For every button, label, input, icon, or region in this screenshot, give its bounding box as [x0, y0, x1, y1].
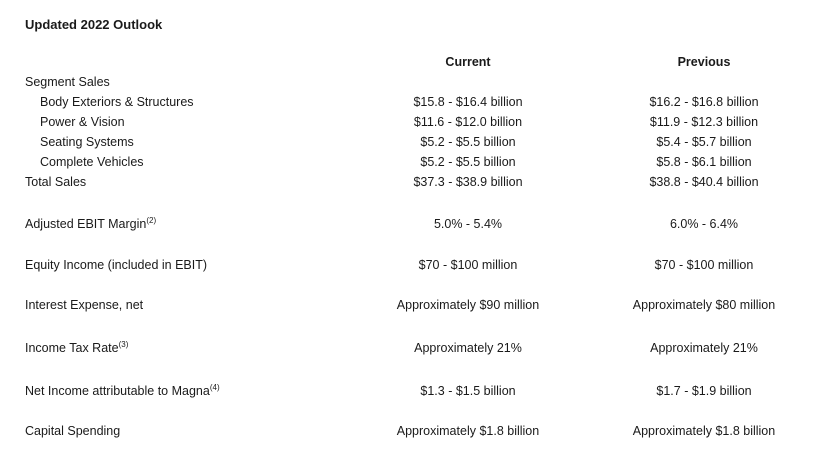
- previous-value: $70 - $100 million: [654, 258, 754, 272]
- table-row: [0, 382, 820, 400]
- table-row: [0, 256, 820, 274]
- total-sales-row: [0, 173, 820, 191]
- row-label: Total Sales: [25, 175, 87, 189]
- current-value: $1.3 - $1.5 billion: [420, 384, 516, 398]
- current-value: $70 - $100 million: [418, 258, 518, 272]
- table-row: [0, 296, 820, 314]
- table-row: [0, 339, 820, 357]
- previous-value: 6.0% - 6.4%: [669, 217, 739, 231]
- table-row: [0, 422, 820, 440]
- row-label: Seating Systems: [40, 135, 134, 149]
- metric-label-text: Net Income attributable to Magna: [25, 384, 210, 398]
- table-row: [0, 153, 820, 171]
- table-row: [0, 93, 820, 111]
- previous-value: $16.2 - $16.8 billion: [649, 95, 759, 109]
- row-label: [25, 339, 128, 357]
- current-value: $37.3 - $38.9 billion: [413, 175, 523, 189]
- previous-value: $1.7 - $1.9 billion: [656, 384, 752, 398]
- page-title: Updated 2022 Outlook: [25, 17, 163, 32]
- table-row: [0, 113, 820, 131]
- row-label: [25, 382, 220, 400]
- row-label: Capital Spending: [25, 424, 121, 438]
- previous-value: $38.8 - $40.4 billion: [649, 175, 759, 189]
- row-label: Equity Income (included in EBIT): [25, 258, 208, 272]
- row-label: Body Exteriors & Structures: [40, 95, 194, 109]
- column-header-previous: Previous: [677, 55, 731, 69]
- previous-value: $5.8 - $6.1 billion: [656, 155, 752, 169]
- current-value: $11.6 - $12.0 billion: [413, 115, 523, 129]
- current-value: Approximately $90 million: [396, 298, 540, 312]
- row-label: [25, 215, 156, 233]
- footnote-marker: (3): [118, 340, 129, 349]
- current-value: 5.0% - 5.4%: [433, 217, 503, 231]
- metric-label-text: Income Tax Rate: [25, 341, 119, 355]
- row-label: Power & Vision: [40, 115, 125, 129]
- previous-value: Approximately 21%: [650, 341, 758, 355]
- table-row: [0, 215, 820, 233]
- segment-sales-heading-row: [0, 73, 820, 91]
- row-label: Interest Expense, net: [25, 298, 144, 312]
- current-value: Approximately $1.8 billion: [396, 424, 540, 438]
- previous-value: $11.9 - $12.3 billion: [649, 115, 759, 129]
- previous-value: Approximately $1.8 billion: [632, 424, 776, 438]
- previous-value: $5.4 - $5.7 billion: [656, 135, 752, 149]
- current-value: $5.2 - $5.5 billion: [420, 155, 516, 169]
- current-value: $15.8 - $16.4 billion: [413, 95, 523, 109]
- row-label: Complete Vehicles: [40, 155, 144, 169]
- column-header-current: Current: [445, 55, 491, 69]
- previous-value: Approximately $80 million: [632, 298, 776, 312]
- current-value: $5.2 - $5.5 billion: [420, 135, 516, 149]
- table-row: [0, 133, 820, 151]
- footnote-marker: (2): [146, 216, 157, 225]
- segment-sales-heading: Segment Sales: [25, 75, 110, 89]
- current-value: Approximately 21%: [414, 341, 522, 355]
- footnote-marker: (4): [209, 383, 220, 392]
- metric-label-text: Adjusted EBIT Margin: [25, 217, 147, 231]
